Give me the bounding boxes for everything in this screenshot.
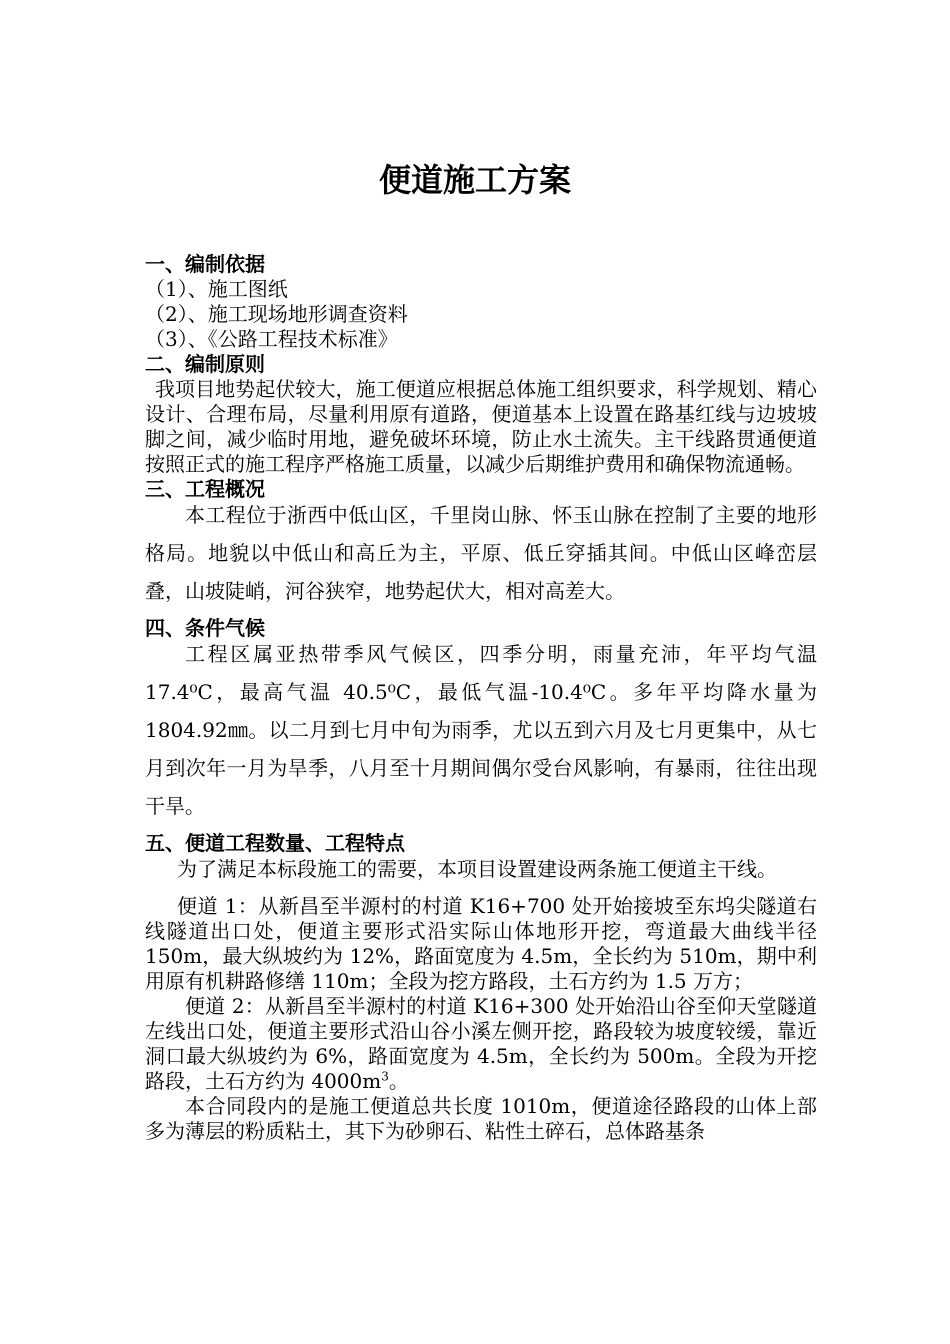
document-body — [145, 252, 817, 1144]
section-heading-climate: 四、条件气候 — [145, 616, 265, 640]
section-heading-basis: 一、编制依据 — [145, 252, 265, 276]
overview-paragraph: 本工程位于浙西中低山区，千里岗山脉、怀玉山脉在控制了主要的地形格局。地貌以中低山和高丘为主，平原、低丘穿插其间。中低山区峰峦层叠，山坡陡峭，河谷狭窄，地势起伏大，相对高差大。 — [145, 503, 817, 603]
section-heading-quantities: 五、便道工程数量、工程特点 — [145, 831, 405, 855]
basis-item-1: （1）、施工图纸 — [145, 277, 288, 301]
road-1-paragraph: 便道 1：从新昌至半源村的村道 K16+700 处开始接坡至东坞尖隧道右线隧道出口处，便道主要形式沿实际山体地形开挖，弯道最大曲线半径 150m，最大纵坡约为 12%，路面宽度为 4.5m，全长约为 510m，期中利用原有机耕路修缮 110m；全段为挖方路段，土石方约为 1.5 万方； — [145, 894, 817, 993]
road-2-end: 。 — [388, 1069, 409, 1093]
total-length-paragraph: 本合同段内的是施工便道总共长度 1010m，便道途径路段的山体上部多为薄层的粉质粘土，其下为砂卵石、粘性土碎石，总体路基条 — [145, 1094, 817, 1143]
document-title: 便道施工方案 — [378, 161, 571, 199]
section-heading-principles: 二、编制原则 — [145, 352, 265, 376]
principles-paragraph: 我项目地势起伏较大，施工便道应根据总体施工组织要求，科学规划、精心设计、合理布局，尽量利用原有道路，便道基本上设置在路基红线与边坡坡脚之间，减少临时用地，避免破坏环境，防止水土流失。主干线路贯通便道按照正式的施工程序严格施工质量，以减少后期维护费用和确保物流通畅。 — [145, 377, 817, 476]
cubic-superscript: 3 — [381, 1069, 389, 1084]
basis-item-2: （2）、施工现场地形调查资料 — [145, 302, 408, 326]
section-heading-overview: 三、工程概况 — [145, 477, 265, 501]
basis-item-3: （3）、《公路工程技术标准》 — [145, 327, 398, 351]
quantities-intro-paragraph: 为了满足本标段施工的需要，本项目设置建设两条施工便道主干线。 — [177, 857, 777, 881]
road-2-text: 便道 2：从新昌至半源村的村道 K16+300 处开始沿山谷至仰天堂隧道左线出口处，便道主要形式沿山谷小溪左侧开挖，路段较为坡度较缓，靠近洞口最大纵坡约为 6%，路面宽度为 4.5m，全长约为 500m。全段为开挖路段，土石方约为 4000m — [145, 994, 817, 1093]
climate-paragraph: 工程区属亚热带季风气候区，四季分明，雨量充沛，年平均气温17.4⁰C，最高气温 40.5⁰C，最低气温-10.4⁰C。多年平均降水量为1804.92㎜。以二月到七月中旬为雨季，尤以五到六月及七月更集中，从七月到次年一月为旱季，八月至十月期间偶尔受台风影响，有暴雨，往往出现干旱。 — [145, 642, 817, 818]
road-2-paragraph — [145, 994, 817, 1094]
